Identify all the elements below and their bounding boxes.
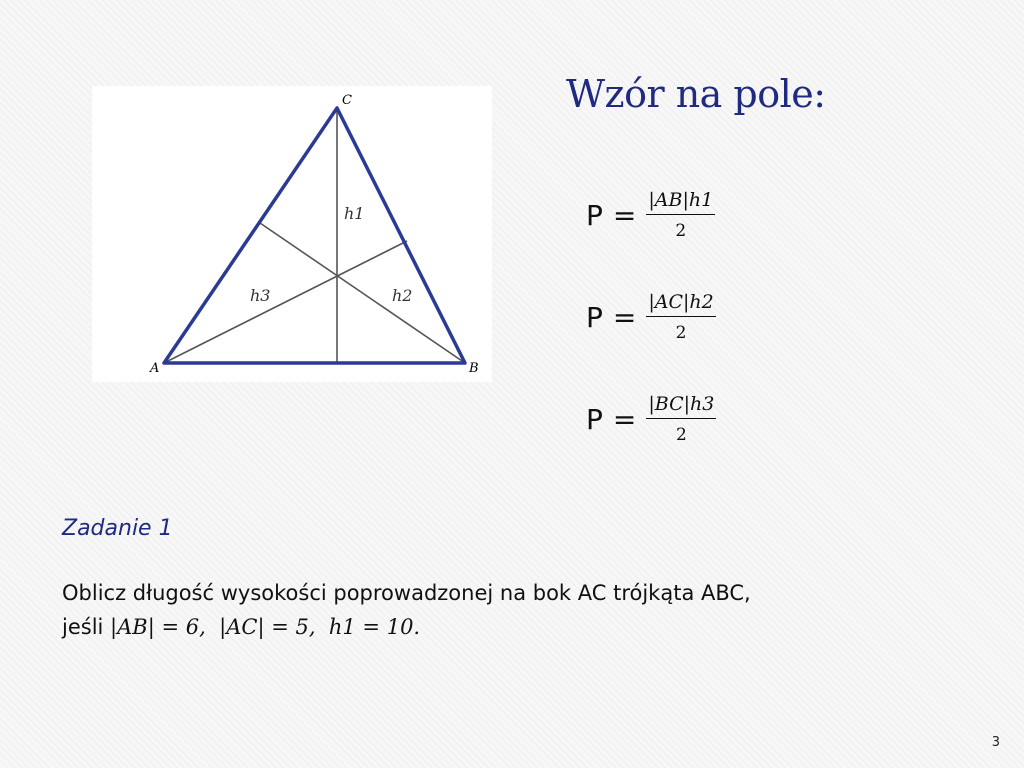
- slide-title: Wzór na pole:: [566, 72, 826, 116]
- condition-ab: |AB| = 6,: [110, 615, 206, 639]
- height-label-h1-text: h1: [344, 204, 365, 223]
- formula-equals: =: [612, 402, 637, 436]
- formula-lhs: P: [586, 300, 603, 334]
- height-label-h2: [392, 286, 412, 305]
- vertex-label-c: C: [342, 93, 352, 108]
- area-formula-1: [586, 180, 715, 250]
- formula-denominator: 2: [675, 221, 687, 241]
- formula-fraction: [646, 291, 715, 343]
- area-formula-2: [586, 282, 716, 352]
- task-line-1: Oblicz długość wysokości poprowadzonej na bok AC trójkąta ABC,: [62, 581, 751, 605]
- triangle-abc: [164, 108, 465, 363]
- height-h2-line: [260, 223, 465, 363]
- page-number: 3: [991, 735, 1000, 750]
- formula-fraction: [646, 189, 715, 241]
- formula-numerator: |AB|h1: [646, 189, 715, 215]
- formula-lhs: P: [586, 402, 603, 436]
- formula-equals: =: [612, 300, 637, 334]
- task-line-2-prefix: jeśli: [62, 615, 111, 639]
- task-line-2: [62, 610, 962, 644]
- height-h3-line: [164, 241, 407, 363]
- formula-numerator: |AC|h2: [646, 291, 715, 317]
- height-label-h2-text: h2: [392, 286, 413, 305]
- height-label-h3: [250, 286, 270, 305]
- task-title: Zadanie 1: [62, 516, 173, 541]
- formula-fraction: [646, 393, 716, 445]
- formula-denominator: 2: [675, 323, 687, 343]
- vertex-label-b: B: [469, 361, 479, 376]
- condition-ac: |AC| = 5,: [219, 615, 316, 639]
- triangle-figure: [92, 86, 492, 382]
- height-label-h3-text: h3: [250, 286, 271, 305]
- height-label-h1: [344, 204, 364, 223]
- condition-h1: h1 = 10.: [328, 615, 421, 639]
- formula-numerator: |BC|h3: [646, 393, 716, 419]
- formula-denominator: 2: [675, 425, 687, 445]
- formula-equals: =: [612, 198, 637, 232]
- area-formula-3: [586, 384, 716, 454]
- triangle-diagram: [92, 86, 492, 382]
- vertex-label-a: A: [150, 361, 160, 376]
- task-body: [62, 576, 962, 644]
- formula-lhs: P: [586, 198, 603, 232]
